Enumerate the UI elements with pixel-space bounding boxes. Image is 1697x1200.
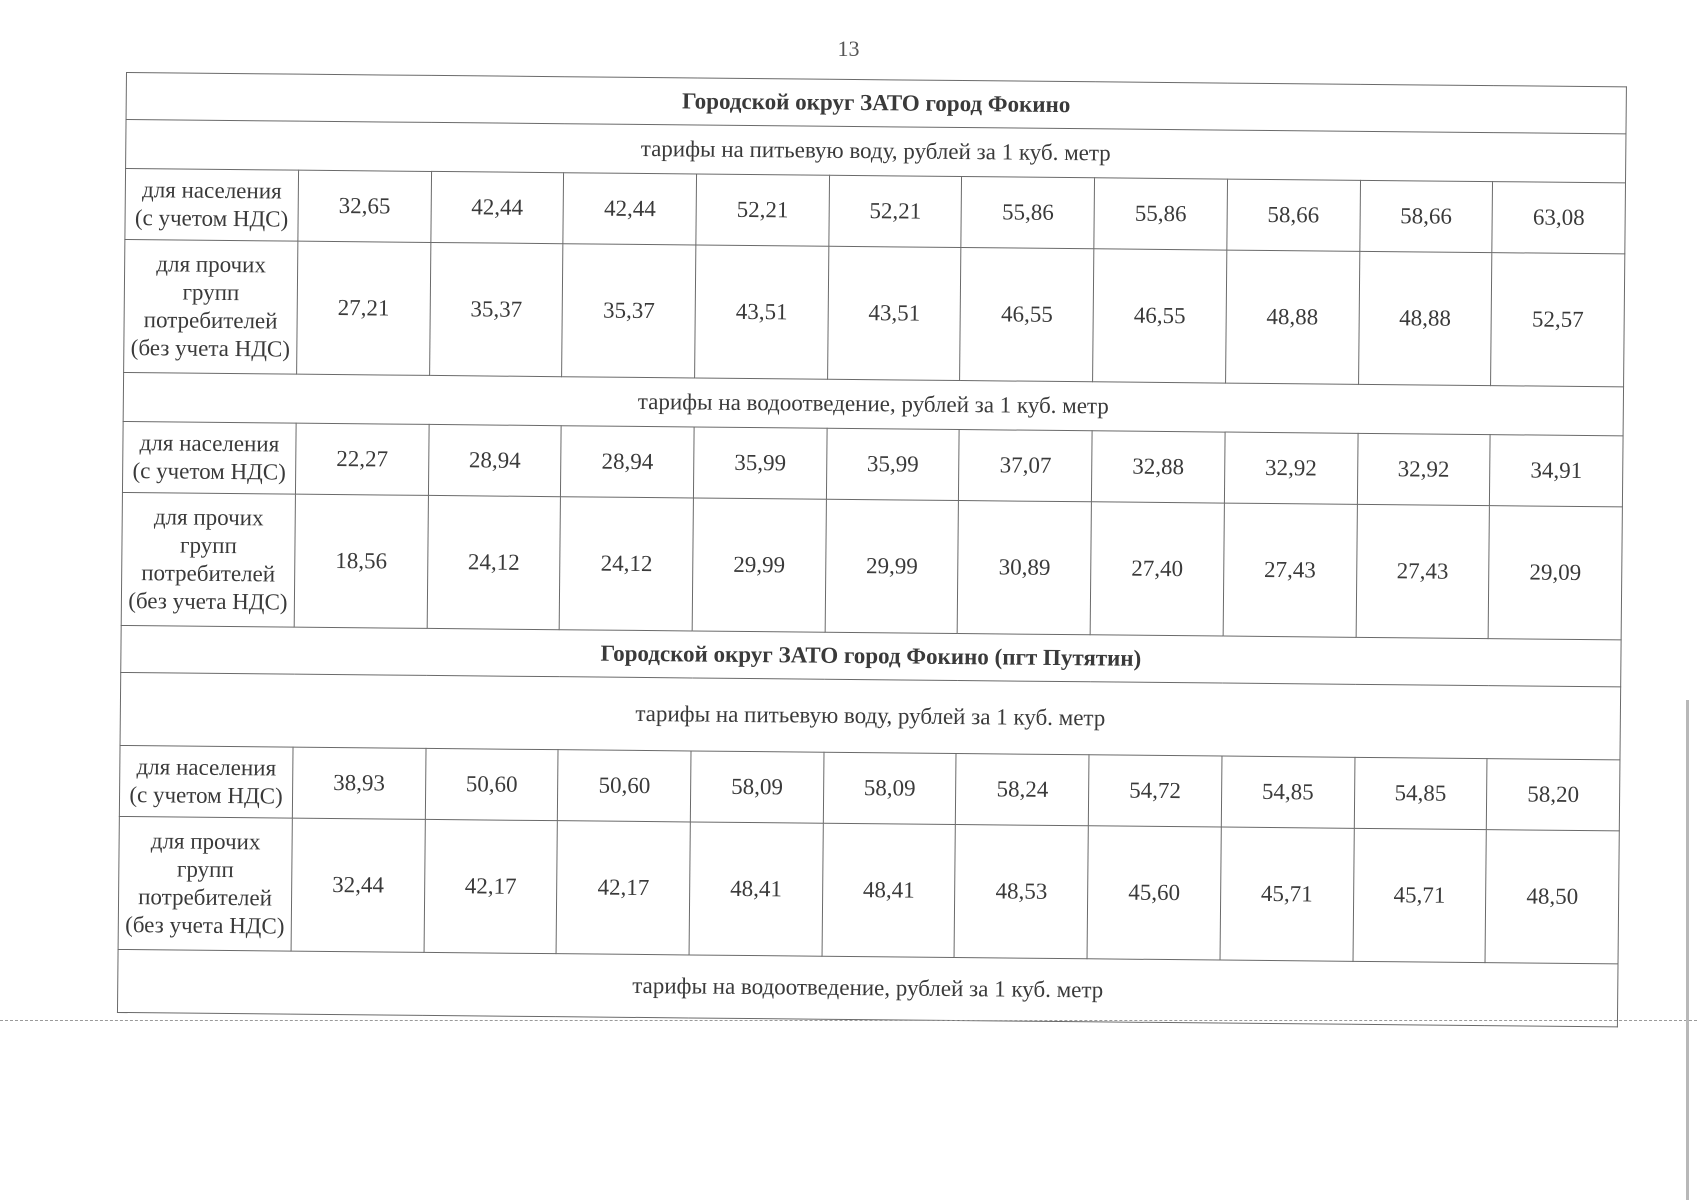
label-line: групп (182, 279, 240, 306)
tariff-value-cell: 27,40 (1090, 502, 1224, 636)
table-row (121, 492, 1622, 639)
label-line: (без учета НДС) (128, 588, 288, 615)
tariff-value-cell: 35,37 (429, 242, 563, 376)
tariff-value-cell: 32,44 (291, 818, 425, 952)
tariff-value-cell: 29,99 (692, 498, 826, 632)
tariff-value-cell: 18,56 (294, 494, 428, 628)
tariff-value-cell: 50,60 (425, 748, 558, 820)
tariff-value-cell: 58,66 (1227, 179, 1360, 251)
tariff-value-cell: 58,24 (956, 754, 1089, 826)
tariff-value-cell: 54,85 (1221, 756, 1354, 828)
tariff-value-cell: 43,51 (827, 246, 961, 380)
tariff-subtitle: тарифы на питьевую воду, рублей за 1 куб. метр (120, 672, 1621, 759)
label-line: (без учета НДС) (125, 912, 285, 939)
tariff-value-cell: 63,08 (1492, 182, 1626, 254)
tariff-value-cell: 43,51 (695, 245, 829, 379)
tariff-value-cell: 34,91 (1490, 435, 1624, 507)
tariff-value-cell: 24,12 (427, 495, 561, 629)
consumer-group-label (122, 421, 296, 494)
tariff-value-cell: 38,93 (292, 747, 425, 819)
section-title: Городской округ ЗАТО город Фокино (пгт Путятин) (121, 625, 1621, 686)
tariff-value-cell: 42,44 (563, 173, 696, 245)
tariff-subtitle: тарифы на водоотведение, рублей за 1 куб. метр (123, 372, 1623, 435)
consumer-group-label (124, 239, 298, 374)
section-title: Городской округ ЗАТО город Фокино (126, 73, 1626, 134)
tariff-value-cell: 27,43 (1223, 503, 1357, 637)
tariff-value-cell: 28,94 (561, 426, 694, 498)
tariff-value-cell: 54,72 (1088, 755, 1221, 827)
label-line: групп (179, 532, 237, 559)
tariff-value-cell: 42,17 (424, 819, 558, 953)
tariff-value-cell: 52,21 (696, 174, 829, 246)
tariff-value-cell: 35,99 (826, 428, 959, 500)
scan-fold-line (0, 1020, 1697, 1021)
tariff-subtitle-row (117, 949, 1618, 1026)
tariff-value-cell: 48,50 (1485, 830, 1619, 964)
tariff-value-cell: 22,27 (295, 423, 428, 495)
tariff-value-cell: 42,17 (556, 821, 690, 955)
tariff-value-cell: 48,88 (1358, 251, 1492, 385)
label-line: для населения (139, 430, 280, 457)
tariff-value-cell: 52,57 (1491, 253, 1625, 387)
consumer-group-label (119, 745, 293, 818)
tariff-value-cell: 58,09 (823, 752, 956, 824)
label-line: для населения (136, 754, 277, 781)
tariff-table (117, 72, 1627, 1027)
tariff-value-cell: 54,85 (1354, 757, 1487, 829)
tariff-value-cell: 48,88 (1225, 250, 1359, 384)
table-row (124, 239, 1625, 386)
tariff-value-cell: 29,99 (825, 499, 959, 633)
label-line: для прочих (156, 251, 267, 278)
label-line: (с учетом НДС) (134, 205, 289, 232)
tariff-value-cell: 32,92 (1357, 433, 1490, 505)
label-line: (с учетом НДС) (129, 782, 283, 809)
tariff-value-cell: 42,44 (431, 171, 564, 243)
label-line: для прочих (153, 504, 264, 531)
tariff-value-cell: 35,99 (693, 427, 826, 499)
tariff-value-cell: 35,37 (562, 244, 696, 378)
consumer-group-label (125, 169, 299, 242)
tariff-value-cell: 55,86 (1094, 178, 1227, 250)
tariff-value-cell: 32,88 (1092, 431, 1225, 503)
tariff-value-cell: 30,89 (958, 501, 1092, 635)
tariff-value-cell: 46,55 (1093, 249, 1227, 383)
tariff-value-cell: 48,53 (954, 824, 1088, 958)
tariff-value-cell: 24,12 (560, 497, 694, 631)
tariff-sheet (117, 72, 1626, 1027)
tariff-value-cell: 46,55 (960, 248, 1094, 382)
tariff-value-cell: 29,09 (1488, 506, 1622, 640)
consumer-group-label (118, 816, 292, 951)
tariff-value-cell: 58,09 (690, 751, 823, 823)
tariff-subtitle: тарифы на питьевую воду, рублей за 1 куб. метр (126, 120, 1626, 183)
tariff-value-cell: 45,60 (1087, 826, 1221, 960)
scan-page-edge (1686, 700, 1689, 1200)
tariff-value-cell: 50,60 (558, 750, 691, 822)
label-line: потребителей (143, 307, 278, 334)
tariff-value-cell: 32,65 (298, 170, 431, 242)
tariff-value-cell: 37,07 (959, 430, 1092, 502)
tariff-value-cell: 28,94 (428, 424, 561, 496)
label-line: для населения (141, 177, 282, 204)
tariff-value-cell: 32,92 (1224, 432, 1357, 504)
tariff-value-cell: 55,86 (961, 177, 1094, 249)
tariff-subtitle: тарифы на водоотведение, рублей за 1 куб. метр (117, 949, 1618, 1026)
tariff-value-cell: 48,41 (689, 822, 823, 956)
consumer-group-label (121, 492, 295, 627)
tariff-value-cell: 48,41 (822, 823, 956, 957)
label-line: (с учетом НДС) (132, 458, 286, 485)
label-line: потребителей (141, 560, 276, 587)
tariff-value-cell: 58,66 (1359, 180, 1492, 252)
tariff-value-cell: 27,43 (1356, 504, 1490, 638)
label-line: групп (176, 856, 234, 883)
label-line: потребителей (138, 884, 273, 911)
tariff-value-cell: 45,71 (1353, 828, 1487, 962)
tariff-value-cell: 45,71 (1220, 827, 1354, 961)
page-number: 13 (837, 36, 860, 61)
tariff-value-cell: 27,21 (297, 241, 431, 375)
tariff-value-cell: 52,21 (829, 175, 962, 247)
table-row (118, 816, 1619, 963)
label-line: (без учета НДС) (130, 335, 291, 362)
tariff-value-cell: 58,20 (1486, 759, 1620, 831)
label-line: для прочих (150, 828, 261, 855)
